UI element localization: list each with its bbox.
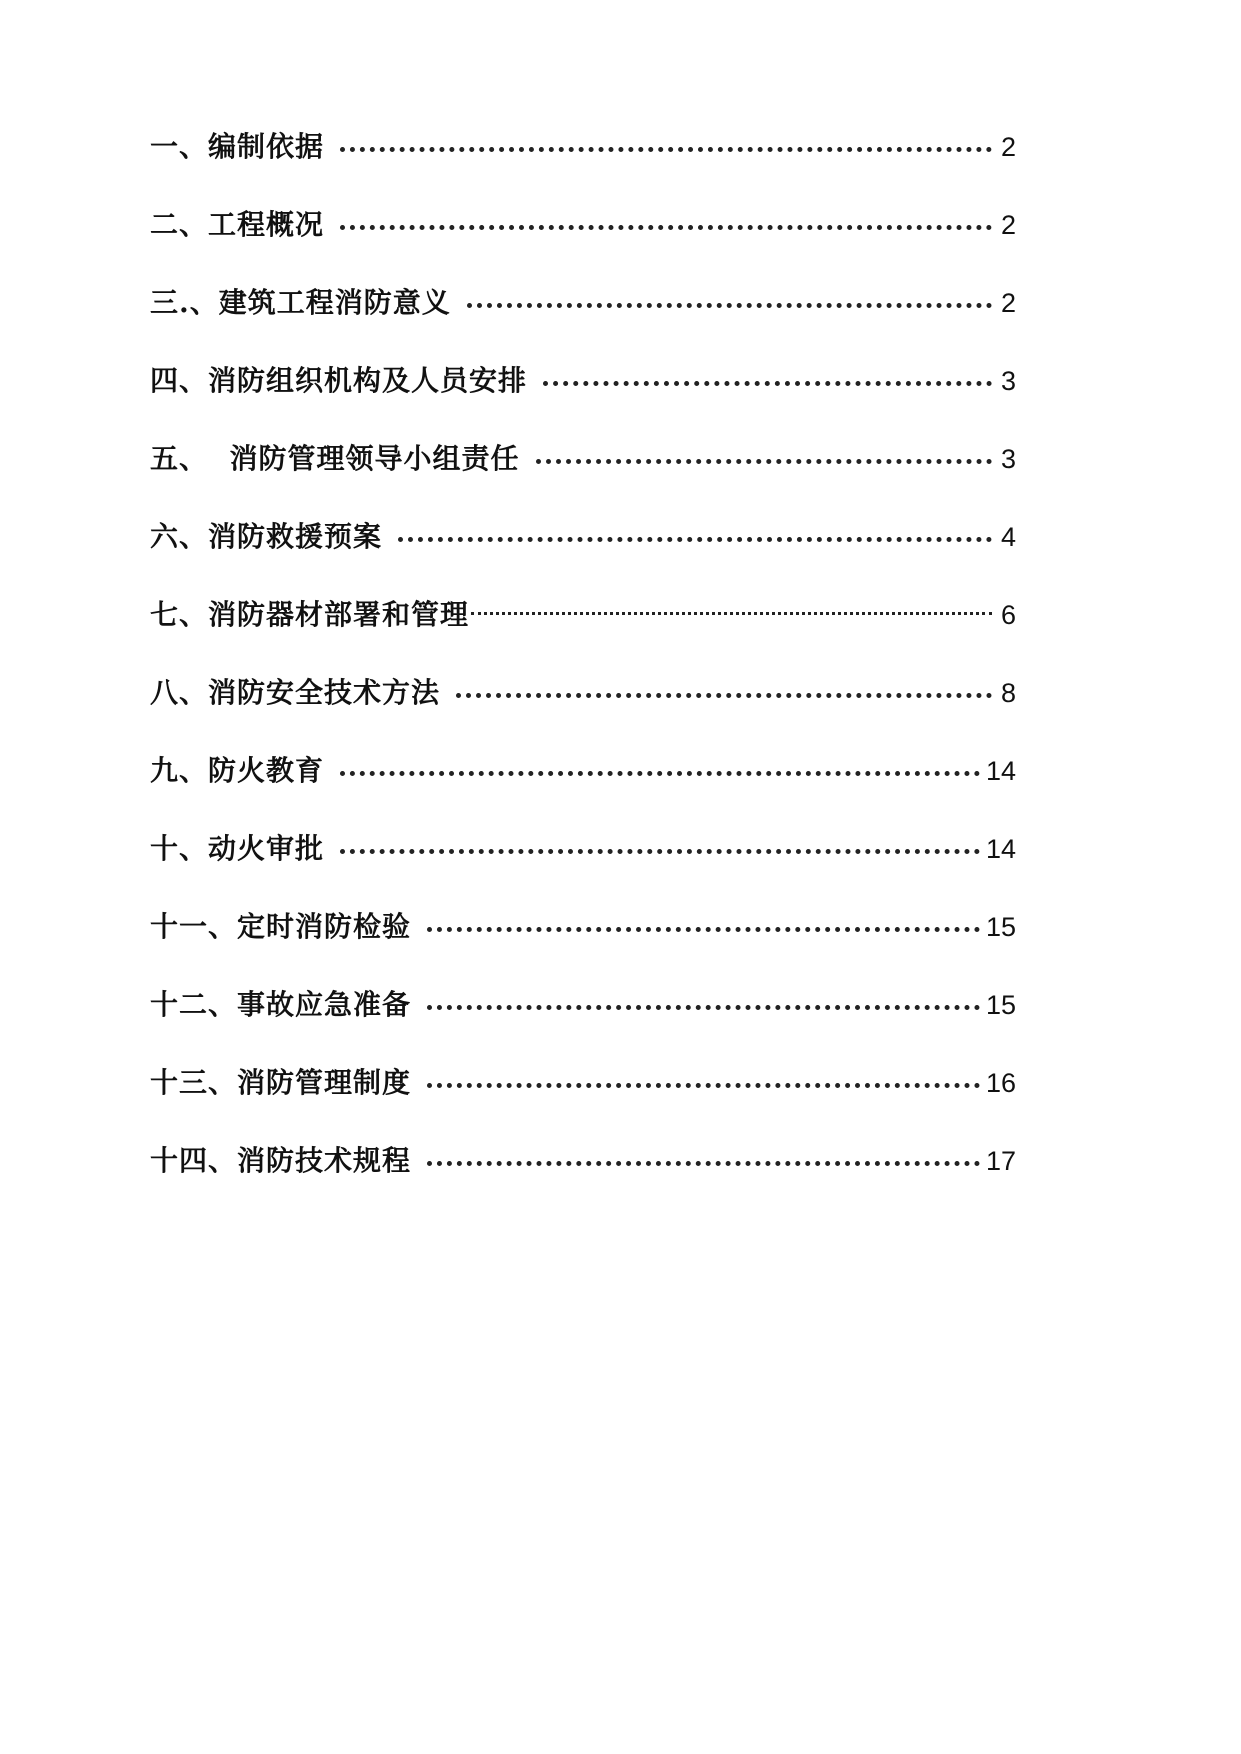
toc-entry-page: 15 [985,990,1016,1020]
toc-entry-title: 一、编制依据 [150,130,325,163]
toc-entry[interactable] [150,127,1016,205]
toc-dot-leader [467,303,992,308]
toc-entry[interactable] [150,439,1016,517]
toc-entry-page: 15 [985,912,1016,942]
toc-entry-page: 17 [985,1146,1016,1176]
toc-entry-title: 七、消防器材部署和管理 [150,598,470,631]
toc-entry[interactable] [150,517,1016,595]
toc-entry[interactable] [150,283,1016,361]
toc-entry[interactable] [150,361,1016,439]
toc-dot-leader [427,927,980,932]
toc-entry[interactable] [150,1141,1016,1219]
toc-entry[interactable] [150,751,1016,829]
toc-entry-title: 三.、建筑工程消防意义 [150,286,451,319]
toc-entry-title: 二、工程概况 [150,208,325,241]
toc-dot-leader [543,381,992,386]
toc-dot-leader [340,225,992,230]
toc-entry-title: 五、 消防管理领导小组责任 [150,442,520,475]
toc-entry-page: 4 [1000,522,1016,552]
toc-dot-leader [471,612,992,615]
toc-entry-page: 16 [985,1068,1016,1098]
toc-entry-page: 2 [1000,288,1016,318]
toc-entry[interactable] [150,907,1016,985]
toc-entry-page: 6 [1000,600,1016,630]
toc-entry-title: 四、消防组织机构及人员安排 [150,364,528,397]
toc-entry-title: 十一、定时消防检验 [150,910,412,943]
toc-entry-page: 8 [1000,678,1016,708]
toc-dot-leader [427,1083,980,1088]
toc-dot-leader [340,849,980,854]
toc-entry[interactable] [150,985,1016,1063]
toc-dot-leader [456,693,992,698]
toc-entry-page: 14 [985,756,1016,786]
toc-dot-leader [427,1161,980,1166]
toc-entry[interactable] [150,1063,1016,1141]
toc-entry-page: 14 [985,834,1016,864]
toc-entry-title: 十、动火审批 [150,832,325,865]
toc-entry-page: 3 [1000,444,1016,474]
toc-entry-title: 九、防火教育 [150,754,325,787]
toc-entry-page: 2 [1000,132,1016,162]
toc-dot-leader [340,771,980,776]
toc-entry-title: 八、消防安全技术方法 [150,676,441,709]
toc-dot-leader [536,459,993,464]
toc-entry[interactable] [150,595,1016,673]
toc-dot-leader [340,147,992,152]
toc-entry-page: 3 [1000,366,1016,396]
toc-entry-page: 2 [1000,210,1016,240]
toc-entry[interactable] [150,673,1016,751]
toc-entry[interactable] [150,829,1016,907]
table-of-contents [150,127,1016,1219]
toc-entry-title: 十三、消防管理制度 [150,1066,412,1099]
toc-dot-leader [427,1005,980,1010]
toc-entry[interactable] [150,205,1016,283]
toc-entry-title: 十四、消防技术规程 [150,1144,412,1177]
toc-entry-title: 六、消防救援预案 [150,520,383,553]
toc-dot-leader [398,537,992,542]
toc-entry-title: 十二、事故应急准备 [150,988,412,1021]
